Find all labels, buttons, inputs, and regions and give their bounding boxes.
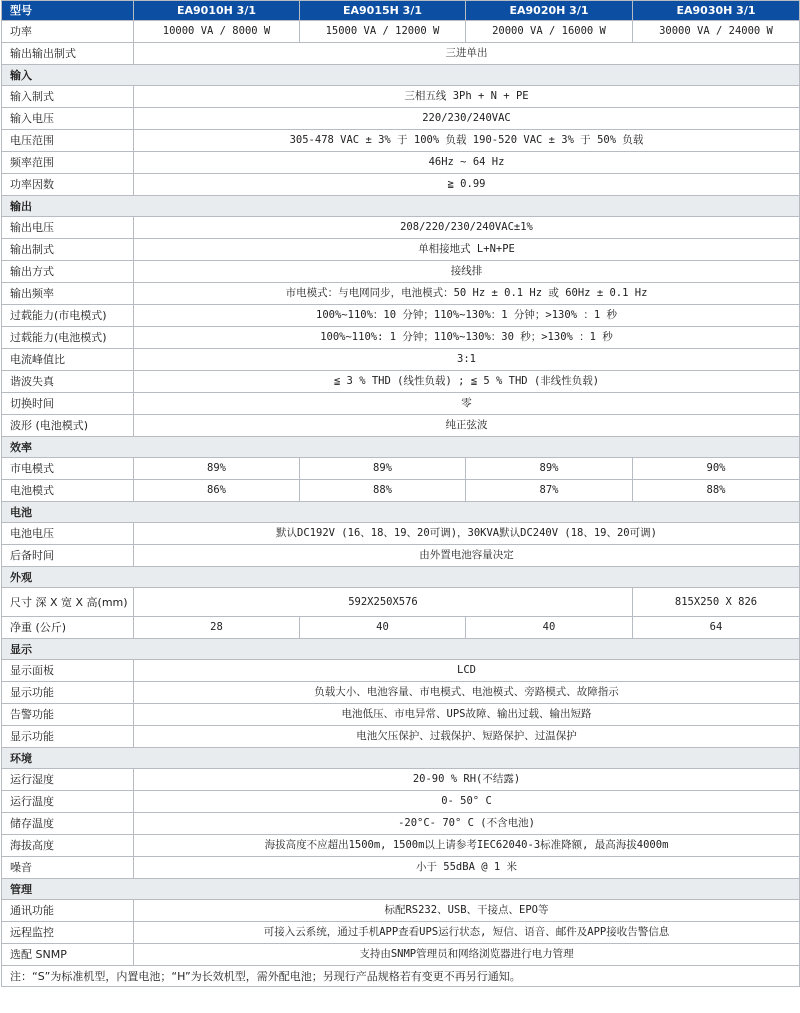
spec-row	[2, 617, 800, 639]
spec-label: 通讯功能	[2, 900, 134, 922]
spec-table-body	[2, 1, 800, 987]
spec-value: 单相接地式 L+N+PE	[134, 239, 800, 261]
section-title: 电池	[2, 502, 800, 523]
spec-value: 由外置电池容量决定	[134, 545, 800, 567]
section-title: 输入	[2, 65, 800, 86]
spec-value: 支持由SNMP管理员和网络浏览器进行电力管理	[134, 944, 800, 966]
section-title: 输出	[2, 196, 800, 217]
footnote-text: 注：“S”为标准机型，内置电池；“H”为长效机型，需外配电池；另现行产品规格若有变更不再另行通知。	[2, 966, 800, 987]
spec-row	[2, 415, 800, 437]
spec-label: 海拔高度	[2, 835, 134, 857]
spec-value: 海拔高度不应超出1500m, 1500m以上请参考IEC62040-3标准降额, 最高海拔4000m	[134, 835, 800, 857]
spec-row	[2, 43, 800, 65]
spec-value: 815X250 X 826	[633, 588, 800, 617]
section-header-row	[2, 502, 800, 523]
spec-row	[2, 261, 800, 283]
spec-label: 波形 (电池模式)	[2, 415, 134, 437]
spec-label: 输出方式	[2, 261, 134, 283]
spec-label: 功率	[2, 21, 134, 43]
spec-row	[2, 108, 800, 130]
spec-row	[2, 900, 800, 922]
section-title: 外观	[2, 567, 800, 588]
spec-value: 20-90 % RH(不结露)	[134, 769, 800, 791]
spec-value: ≦ 3 % THD (线性负载) ; ≦ 5 % THD (非线性负载)	[134, 371, 800, 393]
spec-label: 电流峰值比	[2, 349, 134, 371]
section-header-row	[2, 437, 800, 458]
spec-value: 40	[466, 617, 633, 639]
spec-label: 切换时间	[2, 393, 134, 415]
spec-value: 89%	[300, 458, 466, 480]
spec-value: 90%	[633, 458, 800, 480]
spec-label: 显示面板	[2, 660, 134, 682]
spec-value: 46Hz ~ 64 Hz	[134, 152, 800, 174]
spec-value: 电池欠压保护、过载保护、短路保护、过温保护	[134, 726, 800, 748]
spec-row	[2, 130, 800, 152]
spec-row	[2, 239, 800, 261]
section-header-row	[2, 196, 800, 217]
spec-value: 220/230/240VAC	[134, 108, 800, 130]
footnote-row	[2, 966, 800, 987]
spec-label: 运行温度	[2, 791, 134, 813]
spec-value: 100%~110%：10 分钟；110%~130%：1 分钟；>130% ：1 秒	[134, 305, 800, 327]
spec-row	[2, 791, 800, 813]
spec-value: 592X250X576	[134, 588, 633, 617]
spec-value: ≧ 0.99	[134, 174, 800, 196]
spec-value: 86%	[134, 480, 300, 502]
spec-row	[2, 944, 800, 966]
spec-value: 3:1	[134, 349, 800, 371]
spec-label: 输出电压	[2, 217, 134, 239]
spec-value: 负载大小、电池容量、市电模式、电池模式、旁路模式、故障指示	[134, 682, 800, 704]
spec-label: 净重 (公斤)	[2, 617, 134, 639]
section-header-row	[2, 567, 800, 588]
spec-value: 三进单出	[134, 43, 800, 65]
model-name: EA9015H 3/1	[300, 1, 466, 21]
spec-value: -20°C- 70° C (不含电池)	[134, 813, 800, 835]
spec-label: 输出制式	[2, 239, 134, 261]
section-header-row	[2, 639, 800, 660]
spec-value: 零	[134, 393, 800, 415]
spec-value: 89%	[466, 458, 633, 480]
spec-row	[2, 393, 800, 415]
spec-label: 输入制式	[2, 86, 134, 108]
spec-label: 市电模式	[2, 458, 134, 480]
spec-value: 87%	[466, 480, 633, 502]
spec-label: 电池电压	[2, 523, 134, 545]
model-name: EA9020H 3/1	[466, 1, 633, 21]
header-row	[2, 1, 800, 21]
spec-value: 20000 VA / 16000 W	[466, 21, 633, 43]
spec-value: 标配RS232、USB、干接点、EPO等	[134, 900, 800, 922]
section-title: 效率	[2, 437, 800, 458]
section-header-row	[2, 748, 800, 769]
spec-row	[2, 813, 800, 835]
spec-label: 远程监控	[2, 922, 134, 944]
spec-row	[2, 922, 800, 944]
spec-row	[2, 152, 800, 174]
spec-row	[2, 769, 800, 791]
spec-row	[2, 588, 800, 617]
spec-value: 15000 VA / 12000 W	[300, 21, 466, 43]
spec-row	[2, 283, 800, 305]
spec-value: 纯正弦波	[134, 415, 800, 437]
spec-row	[2, 349, 800, 371]
spec-label: 输出频率	[2, 283, 134, 305]
spec-value: 小于 55dBA @ 1 米	[134, 857, 800, 879]
section-title: 管理	[2, 879, 800, 900]
spec-value: 305-478 VAC ± 3% 于 100% 负载 190-520 VAC ± 3% 于 50% 负载	[134, 130, 800, 152]
spec-row	[2, 371, 800, 393]
spec-value: 0- 50° C	[134, 791, 800, 813]
spec-label: 电池模式	[2, 480, 134, 502]
spec-label: 噪音	[2, 857, 134, 879]
spec-row	[2, 305, 800, 327]
spec-value: 30000 VA / 24000 W	[633, 21, 800, 43]
spec-table	[1, 0, 800, 987]
spec-row	[2, 545, 800, 567]
spec-row	[2, 21, 800, 43]
spec-label: 后备时间	[2, 545, 134, 567]
spec-label: 显示功能	[2, 682, 134, 704]
model-name: EA9030H 3/1	[633, 1, 800, 21]
header-label: 型号	[2, 1, 134, 21]
section-title: 显示	[2, 639, 800, 660]
spec-value: 100%~110%: 1 分钟；110%~130%：30 秒；>130% ：1 秒	[134, 327, 800, 349]
spec-label: 运行湿度	[2, 769, 134, 791]
spec-row	[2, 86, 800, 108]
spec-value: 64	[633, 617, 800, 639]
section-header-row	[2, 65, 800, 86]
spec-value: 电池低压、市电异常、UPS故障、输出过载、输出短路	[134, 704, 800, 726]
spec-value: 默认DC192V (16、18、19、20可调)，30KVA默认DC240V (18、19、20可调)	[134, 523, 800, 545]
spec-value: 市电模式：与电网同步，电池模式：50 Hz ± 0.1 Hz 或 60Hz ± 0.1 Hz	[134, 283, 800, 305]
spec-row	[2, 835, 800, 857]
spec-label: 频率范围	[2, 152, 134, 174]
spec-value: 208/220/230/240VAC±1%	[134, 217, 800, 239]
spec-label: 过载能力(市电模式)	[2, 305, 134, 327]
spec-row	[2, 857, 800, 879]
spec-value: 可接入云系统，通过手机APP查看UPS运行状态, 短信、语音、邮件及APP接收告警信息	[134, 922, 800, 944]
spec-value: 88%	[300, 480, 466, 502]
spec-value: 三相五线 3Ph + N + PE	[134, 86, 800, 108]
section-title: 环境	[2, 748, 800, 769]
spec-value: 10000 VA / 8000 W	[134, 21, 300, 43]
model-name: EA9010H 3/1	[134, 1, 300, 21]
spec-label: 尺寸 深 X 宽 X 高(mm)	[2, 588, 134, 617]
spec-value: 89%	[134, 458, 300, 480]
spec-value: 40	[300, 617, 466, 639]
spec-value: 28	[134, 617, 300, 639]
spec-row	[2, 660, 800, 682]
spec-row	[2, 217, 800, 239]
spec-row	[2, 174, 800, 196]
spec-label: 告警功能	[2, 704, 134, 726]
spec-label: 输出输出制式	[2, 43, 134, 65]
spec-value: 88%	[633, 480, 800, 502]
spec-value: LCD	[134, 660, 800, 682]
spec-value: 接线排	[134, 261, 800, 283]
spec-row	[2, 704, 800, 726]
section-header-row	[2, 879, 800, 900]
spec-label: 过载能力(电池模式)	[2, 327, 134, 349]
spec-label: 谐波失真	[2, 371, 134, 393]
spec-label: 功率因数	[2, 174, 134, 196]
spec-label: 输入电压	[2, 108, 134, 130]
spec-row	[2, 726, 800, 748]
spec-label: 电压范围	[2, 130, 134, 152]
spec-row	[2, 480, 800, 502]
spec-row	[2, 458, 800, 480]
spec-label: 显示功能	[2, 726, 134, 748]
spec-row	[2, 523, 800, 545]
spec-row	[2, 682, 800, 704]
spec-row	[2, 327, 800, 349]
spec-label: 选配 SNMP	[2, 944, 134, 966]
spec-label: 储存温度	[2, 813, 134, 835]
